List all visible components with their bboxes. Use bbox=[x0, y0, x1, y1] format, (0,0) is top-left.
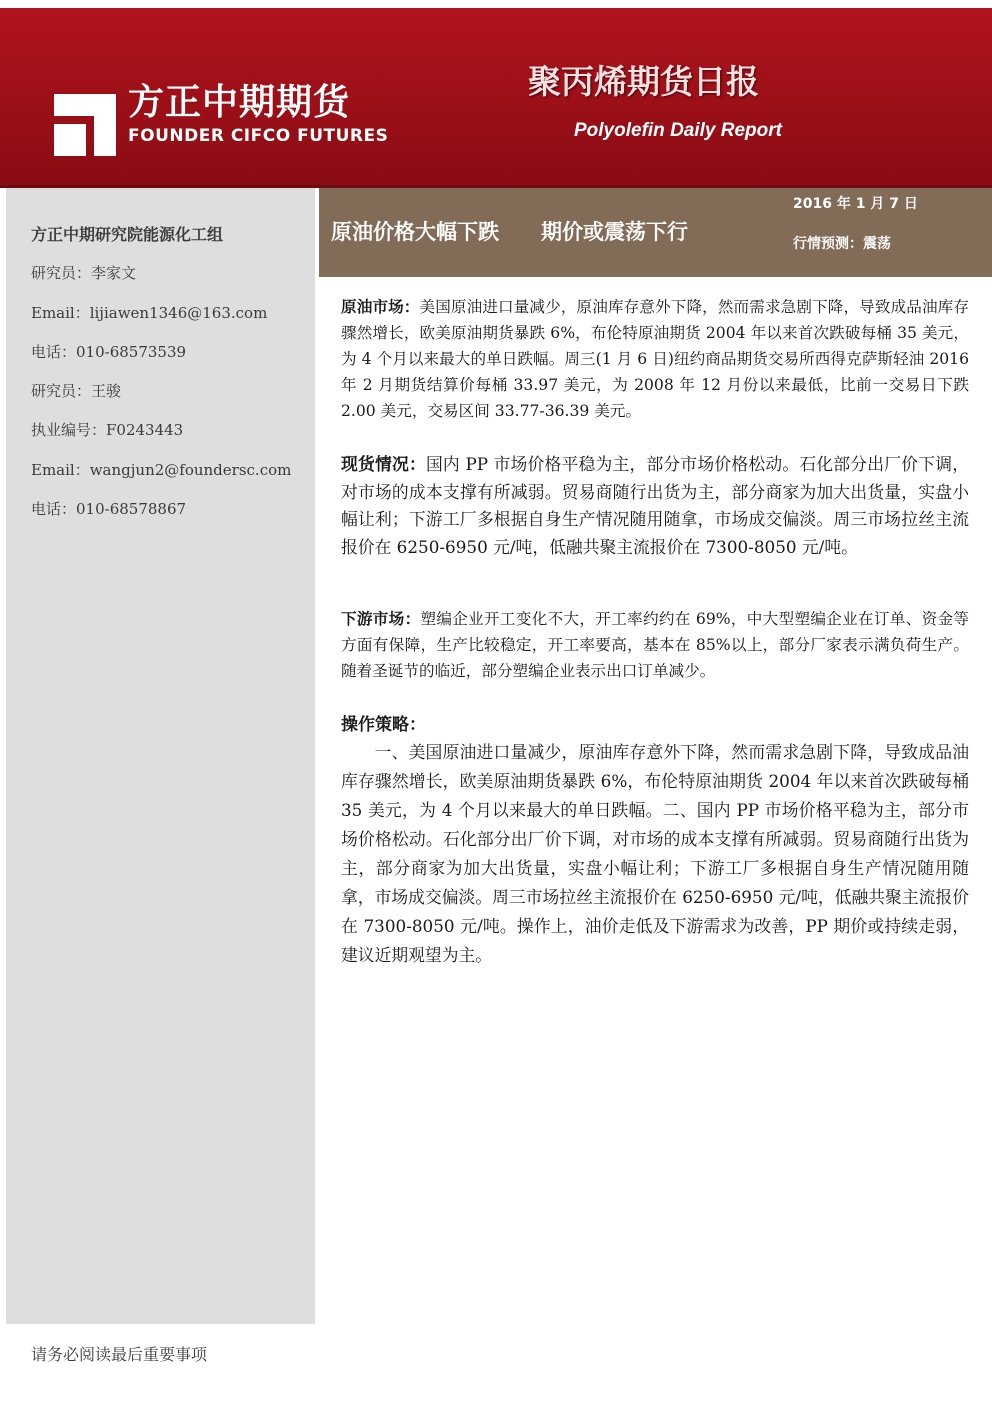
crude-market-label: 原油市场： bbox=[341, 298, 420, 316]
report-subtitle: Polyolefin Daily Report bbox=[574, 120, 782, 141]
analyst-name: 研究员：王骏 bbox=[31, 382, 122, 400]
analyst-phone: 电话：010-68578867 bbox=[31, 500, 187, 518]
analyst-name: 研究员：李家文 bbox=[31, 264, 137, 282]
strategy-section bbox=[341, 738, 969, 970]
logo-chinese-name: 方正中期期货 bbox=[128, 82, 351, 123]
disclaimer-note: 请务必阅读最后重要事项 bbox=[31, 1345, 208, 1364]
spot-paragraph bbox=[341, 451, 969, 561]
downstream-text: 塑编企业开工变化不大，开工率约约在 69%，中大型塑编企业在订单、资金等方面有保障，生产比较稳定，开工率要高，基本在 85%以上，部分厂家表示满负荷生产。随着圣诞节的临近，部分塑编企业表示出口订单减少。 bbox=[341, 610, 969, 680]
downstream-section bbox=[341, 606, 969, 684]
crude-market-paragraph bbox=[341, 294, 969, 424]
downstream-label: 下游市场： bbox=[341, 610, 421, 628]
logo-english-name: FOUNDER CIFCO FUTURES bbox=[128, 126, 389, 146]
crude-market-text: 美国原油进口量减少，原油库存意外下降，然而需求急剧下降，导致成品油库存骤然增长，欧美原油期货暴跌 6%，布伦特原油期货 2004 年以来首次跌破每桶 35 美元，为 4 个月以来最大的单日跌幅。周三(1 月 6 日)纽约商品期货交易所西得克萨斯轻油 2016 年 2 月期货结算价每桶 33.97 美元，为 2008 年 12 月份以来最低，比前一交易日下跌 2.00 美元，交易区间 33.77-36.39 美元。 bbox=[341, 298, 969, 420]
report-title: 聚丙烯期货日报 bbox=[528, 62, 759, 101]
spot-section bbox=[341, 451, 969, 561]
report-date: 2016 年 1 月 7 日 bbox=[793, 196, 918, 212]
strategy-heading: 操作策略： bbox=[341, 715, 426, 735]
spot-text: 国内 PP 市场价格平稳为主，部分市场价格松动。石化部分出厂价下调，对市场的成本支撑有所减弱。贸易商随行出货为主，部分商家为加大出货量，实盘小幅让利；下游工厂多根据自身生产情况随用随拿，市场成交偏淡。周三市场拉丝主流报价在 6250-6950 元/吨，低融共聚主流报价在 7300-8050 元/吨。 bbox=[341, 454, 969, 557]
license-number: 执业编号：F0243443 bbox=[31, 421, 184, 439]
research-group-title: 方正中期研究院能源化工组 bbox=[31, 225, 224, 244]
analyst-phone: 电话：010-68573539 bbox=[31, 343, 187, 361]
downstream-paragraph bbox=[341, 606, 969, 684]
founder-logo-icon bbox=[54, 94, 116, 156]
analyst-email: Email：wangjun2@foundersc.com bbox=[31, 461, 292, 479]
analyst-email: Email：lijiawen1346@163.com bbox=[31, 304, 268, 322]
headline-title: 原油价格大幅下跌 期价或震荡下行 bbox=[331, 220, 688, 244]
spot-label: 现货情况： bbox=[341, 454, 426, 474]
market-forecast: 行情预测：震荡 bbox=[793, 236, 891, 252]
strategy-text: 一、美国原油进口量减少，原油库存意外下降，然而需求急剧下降，导致成品油库存骤然增长，欧美原油期货暴跌 6%，布伦特原油期货 2004 年以来首次跌破每桶 35 美元，为 4 个月以来最大的单日跌幅。二、国内 PP 市场价格平稳为主，部分市场价格松动。石化部分出厂价下调，对市场的成本支撑有所减弱。贸易商随行出货为主，部分商家为加大出货量，实盘小幅让利；下游工厂多根据自身生产情况随用随拿，市场成交偏淡。周三市场拉丝主流报价在 6250-6950 元/吨，低融共聚主流报价在 7300-8050 元/吨。操作上，油价走低及下游需求为改善，PP 期价或持续走弱，建议近期观望为主。 bbox=[341, 742, 969, 965]
crude-market-section bbox=[341, 294, 969, 424]
